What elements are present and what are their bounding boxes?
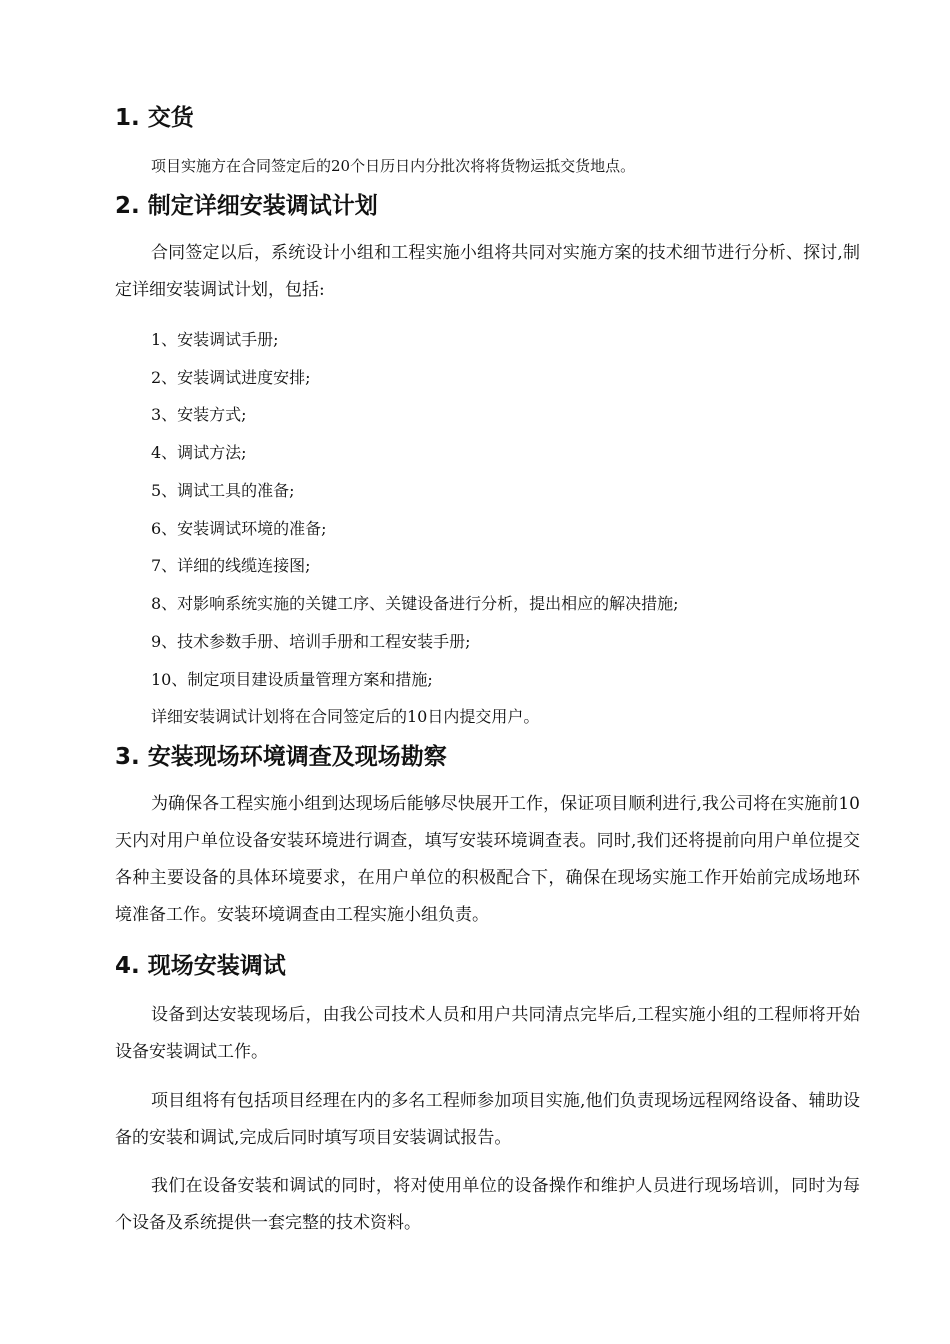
list-item: 8、对影响系统实施的关键工序、关键设备进行分析，提出相应的解决措施; — [151, 594, 679, 613]
section-4-paragraph-3: 我们在设备安装和调试的同时，将对使用单位的设备操作和维护人员进行现场培训，同时为每个设备及系统提供一套完整的技术资料。 — [115, 1176, 860, 1233]
section-1-paragraph: 项目实施方在合同签定后的20个日历日内分批次将将货物运抵交货地点。 — [151, 157, 636, 175]
list-item: 9、技术参数手册、培训手册和工程安装手册; — [151, 632, 471, 651]
list-item: 6、安装调试环境的准备; — [151, 519, 327, 538]
section-1-heading: 1. 交货 — [115, 105, 194, 131]
section-3-heading: 3. 安装现场环境调查及现场勘察 — [115, 744, 447, 770]
section-2-intro: 合同签定以后，系统设计小组和工程实施小组将共同对实施方案的技术细节进行分析、探讨,制定详细安装调试计划，包括: — [115, 243, 860, 300]
list-item: 7、详细的线缆连接图; — [151, 556, 311, 575]
section-2-closing: 详细安装调试计划将在合同签定后的10日内提交用户。 — [151, 707, 540, 726]
list-item: 4、调试方法; — [151, 443, 247, 462]
list-item: 2、安装调试进度安排; — [151, 368, 311, 387]
section-4-paragraph-1: 设备到达安装现场后，由我公司技术人员和用户共同清点完毕后,工程实施小组的工程师将开始设备安装调试工作。 — [115, 1005, 860, 1062]
list-item: 1、安装调试手册; — [151, 330, 279, 349]
list-item: 10、制定项目建设质量管理方案和措施; — [151, 670, 433, 689]
section-4-heading: 4. 现场安装调试 — [115, 953, 286, 979]
list-item: 3、安装方式; — [151, 405, 247, 424]
section-2-heading: 2. 制定详细安装调试计划 — [115, 193, 378, 219]
list-item: 5、调试工具的准备; — [151, 481, 295, 500]
section-4-paragraph-2: 项目组将有包括项目经理在内的多名工程师参加项目实施,他们负责现场远程网络设备、辅助设备的安装和调试,完成后同时填写项目安装调试报告。 — [115, 1091, 860, 1148]
section-3-paragraph: 为确保各工程实施小组到达现场后能够尽快展开工作，保证项目顺利进行,我公司将在实施前10天内对用户单位设备安装环境进行调查，填写安装环境调查表。同时,我们还将提前向用户单位提交各种主要设备的具体环境要求，在用户单位的积极配合下，确保在现场实施工作开始前完成场地环境准备工作。安装环境调查由工程实施小组负责。 — [115, 794, 860, 925]
